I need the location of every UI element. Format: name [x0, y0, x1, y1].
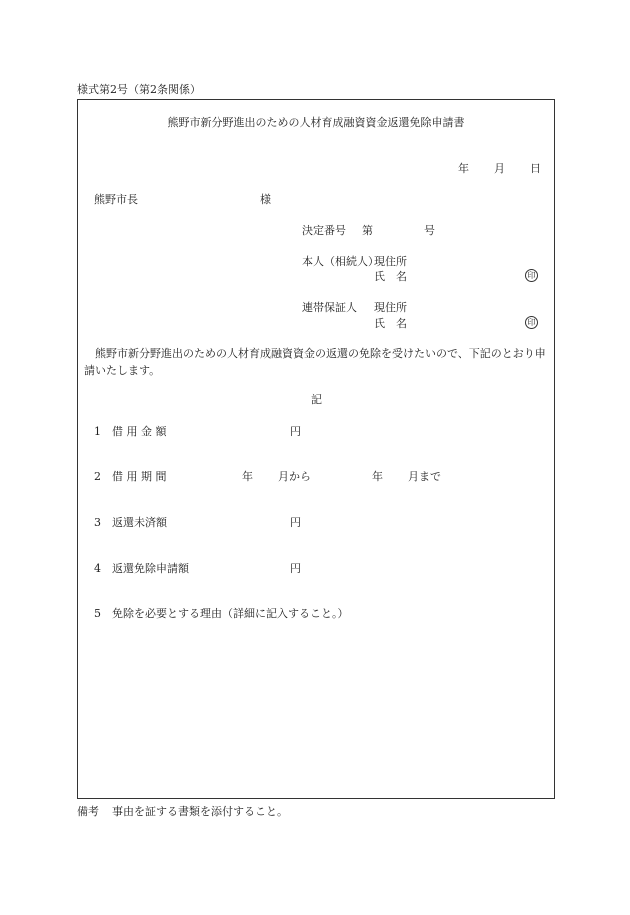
guarantor-role: 連帯保証人 — [302, 301, 357, 314]
item2-month-from: 月から — [278, 470, 311, 483]
form-frame — [77, 99, 555, 799]
date-day-label: 日 — [530, 162, 541, 175]
item4-number: 4 — [94, 562, 101, 575]
applicant-role: 本人（相続人） — [302, 255, 379, 268]
item3-label: 返還未済額 — [112, 516, 167, 529]
item3-unit: 円 — [290, 516, 301, 529]
applicant-address-label: 現住所 — [374, 255, 407, 268]
applicant-seal-icon: 印 — [525, 269, 538, 282]
item4-label: 返還免除申請額 — [112, 562, 189, 575]
guarantor-name-label: 氏 名 — [374, 317, 407, 330]
item1-unit: 円 — [290, 425, 301, 438]
item2-number: 2 — [94, 470, 101, 483]
applicant-name-label: 氏 名 — [374, 270, 407, 283]
item5-label: 免除を必要とする理由（詳細に記入すること。） — [112, 607, 349, 620]
item5-number: 5 — [94, 607, 101, 620]
guarantor-seal-icon: 印 — [525, 316, 538, 329]
item2-year-start: 年 — [242, 470, 253, 483]
item4-unit: 円 — [290, 562, 301, 575]
item3-number: 3 — [94, 516, 101, 529]
guarantor-address-label: 現住所 — [374, 301, 407, 314]
item1-number: 1 — [94, 425, 101, 438]
decision-number-prefix: 第 — [362, 224, 373, 237]
date-month-label: 月 — [494, 162, 505, 175]
decision-number-suffix: 号 — [424, 224, 435, 237]
date-year-label: 年 — [458, 162, 469, 175]
decision-number-label: 決定番号 — [302, 224, 346, 237]
addressee-suffix: 様 — [260, 193, 271, 206]
application-statement: 熊野市新分野進出のための人材育成融資資金の返還の免除を受けたいので、下記のとおり申請いたします。 — [84, 347, 546, 377]
form-number: 様式第2号（第2条関係） — [77, 83, 201, 96]
item1-label: 借 用 金 額 — [112, 425, 167, 438]
item2-year-end: 年 — [372, 470, 383, 483]
form-title: 熊野市新分野進出のための人材育成融資資金返還免除申請書 — [167, 116, 465, 129]
item2-label: 借 用 期 間 — [112, 470, 167, 483]
note-text: 事由を証する書類を添付すること。 — [112, 805, 288, 818]
note-label: 備考 — [77, 805, 99, 818]
addressee-name: 熊野市長 — [94, 193, 138, 206]
item2-month-to: 月まで — [408, 470, 441, 483]
ki-marker: 記 — [311, 393, 322, 406]
